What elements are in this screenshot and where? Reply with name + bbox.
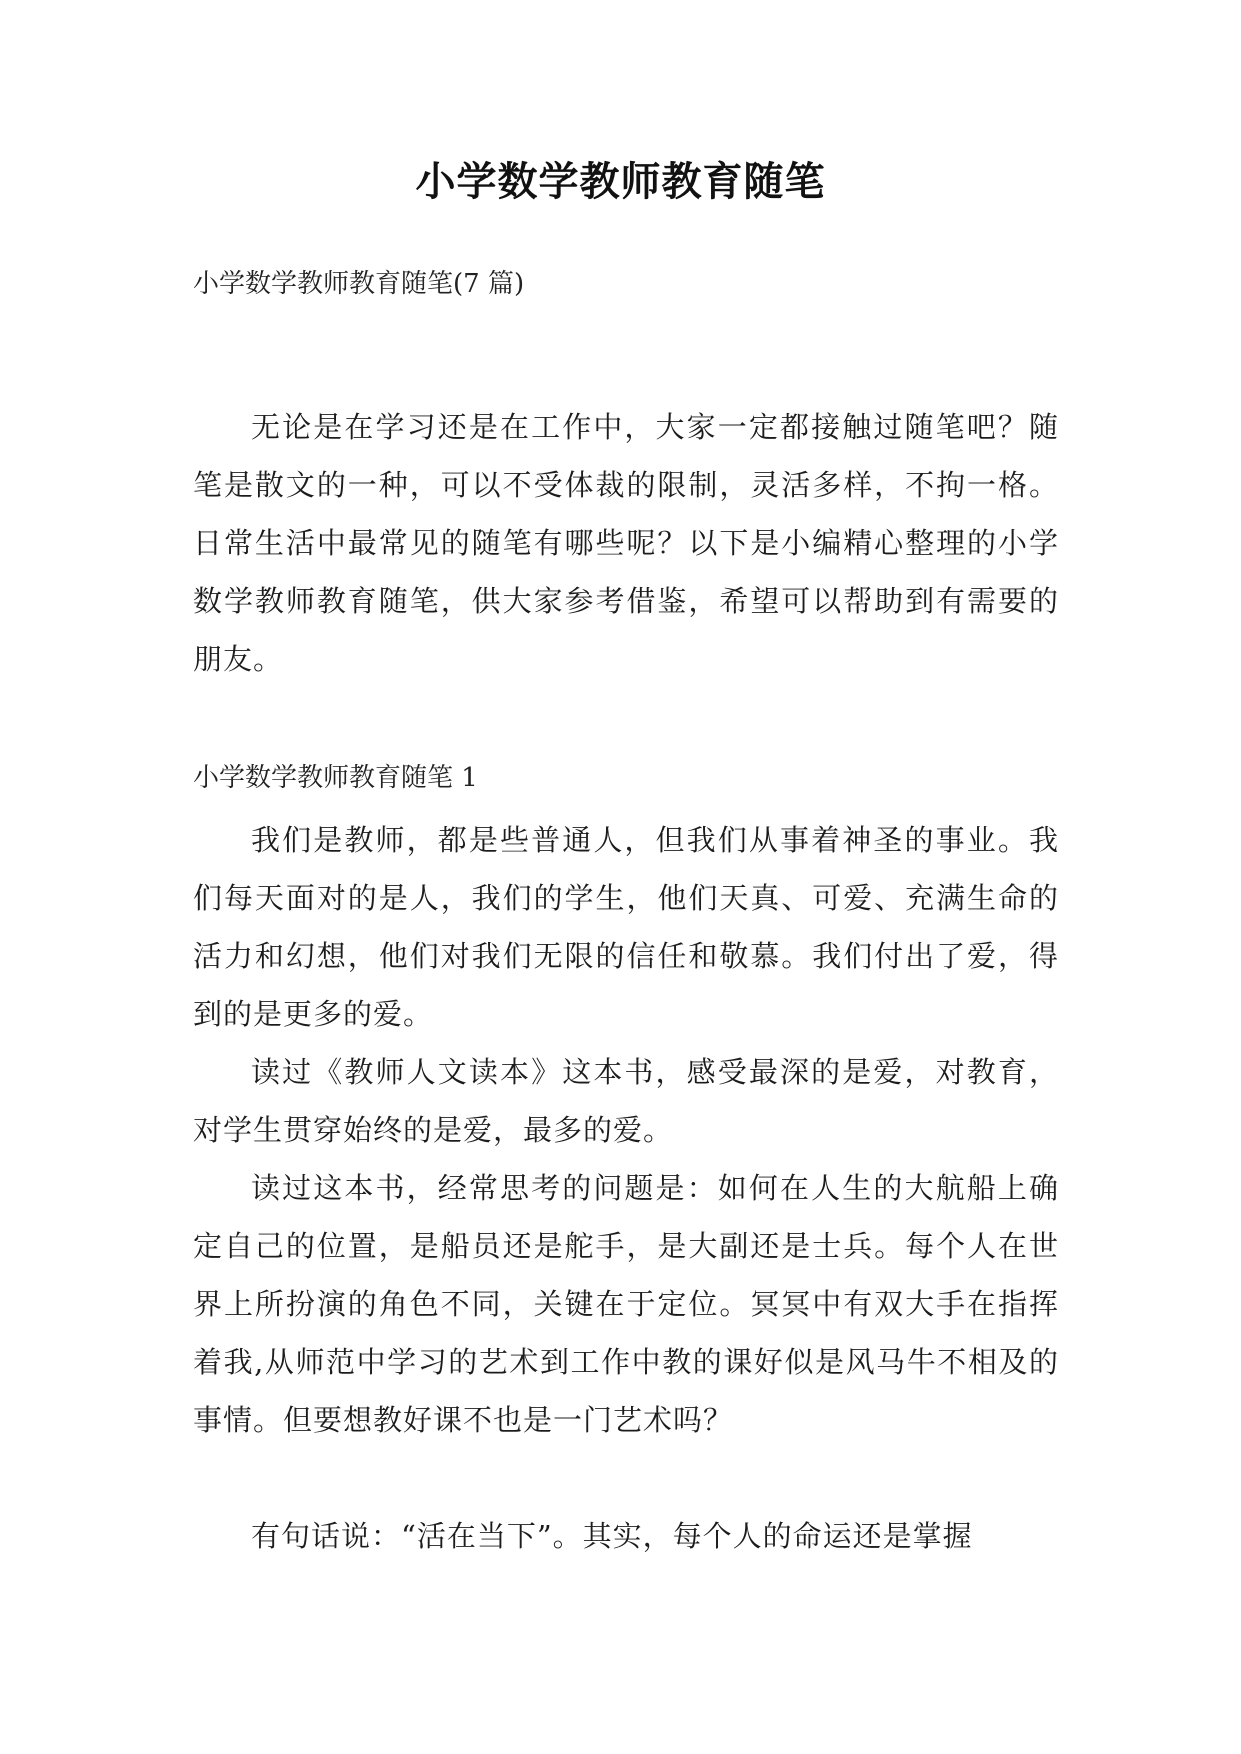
document-title: 小学数学教师教育随笔 (415, 159, 826, 205)
intro-paragraph: 无论是在学习还是在工作中，大家一定都接触过随笔吧？随笔是散文的一种，可以不受体裁的限制，灵活多样，不拘一格。日常生活中最常见的随笔有哪些呢？以下是小编精心整理的小学数学教师教育随笔，供大家参考借鉴，希望可以帮助到有需要的朋友。 (193, 410, 1059, 676)
section-paragraph-4: 有句话说：“活在当下”。其实，每个人的命运还是掌握 (251, 1519, 973, 1553)
section-paragraph-1: 我们是教师，都是些普通人，但我们从事着神圣的事业。我们每天面对的是人，我们的学生，他们天真、可爱、充满生命的活力和幻想，他们对我们无限的信任和敬慕。我们付出了爱，得到的是更多的爱。 (193, 823, 1059, 1031)
section-heading: 小学数学教师教育随笔 1 (193, 763, 478, 793)
section-paragraph-2: 读过《教师人文读本》这本书，感受最深的是爱，对教育，对学生贯穿始终的是爱，最多的爱。 (193, 1055, 1059, 1147)
section-paragraph-3: 读过这本书，经常思考的问题是：如何在人生的大航船上确定自己的位置，是船员还是舵手，是大副还是士兵。每个人在世界上所扮演的角色不同，关键在于定位。冥冥中有双大手在指挥着我,从师范中学习的艺术到工作中教的课好似是风马牛不相及的事情。但要想教好课不也是一门艺术吗？ (193, 1171, 1059, 1437)
document-subtitle: 小学数学教师教育随笔(7 篇) (193, 269, 525, 299)
